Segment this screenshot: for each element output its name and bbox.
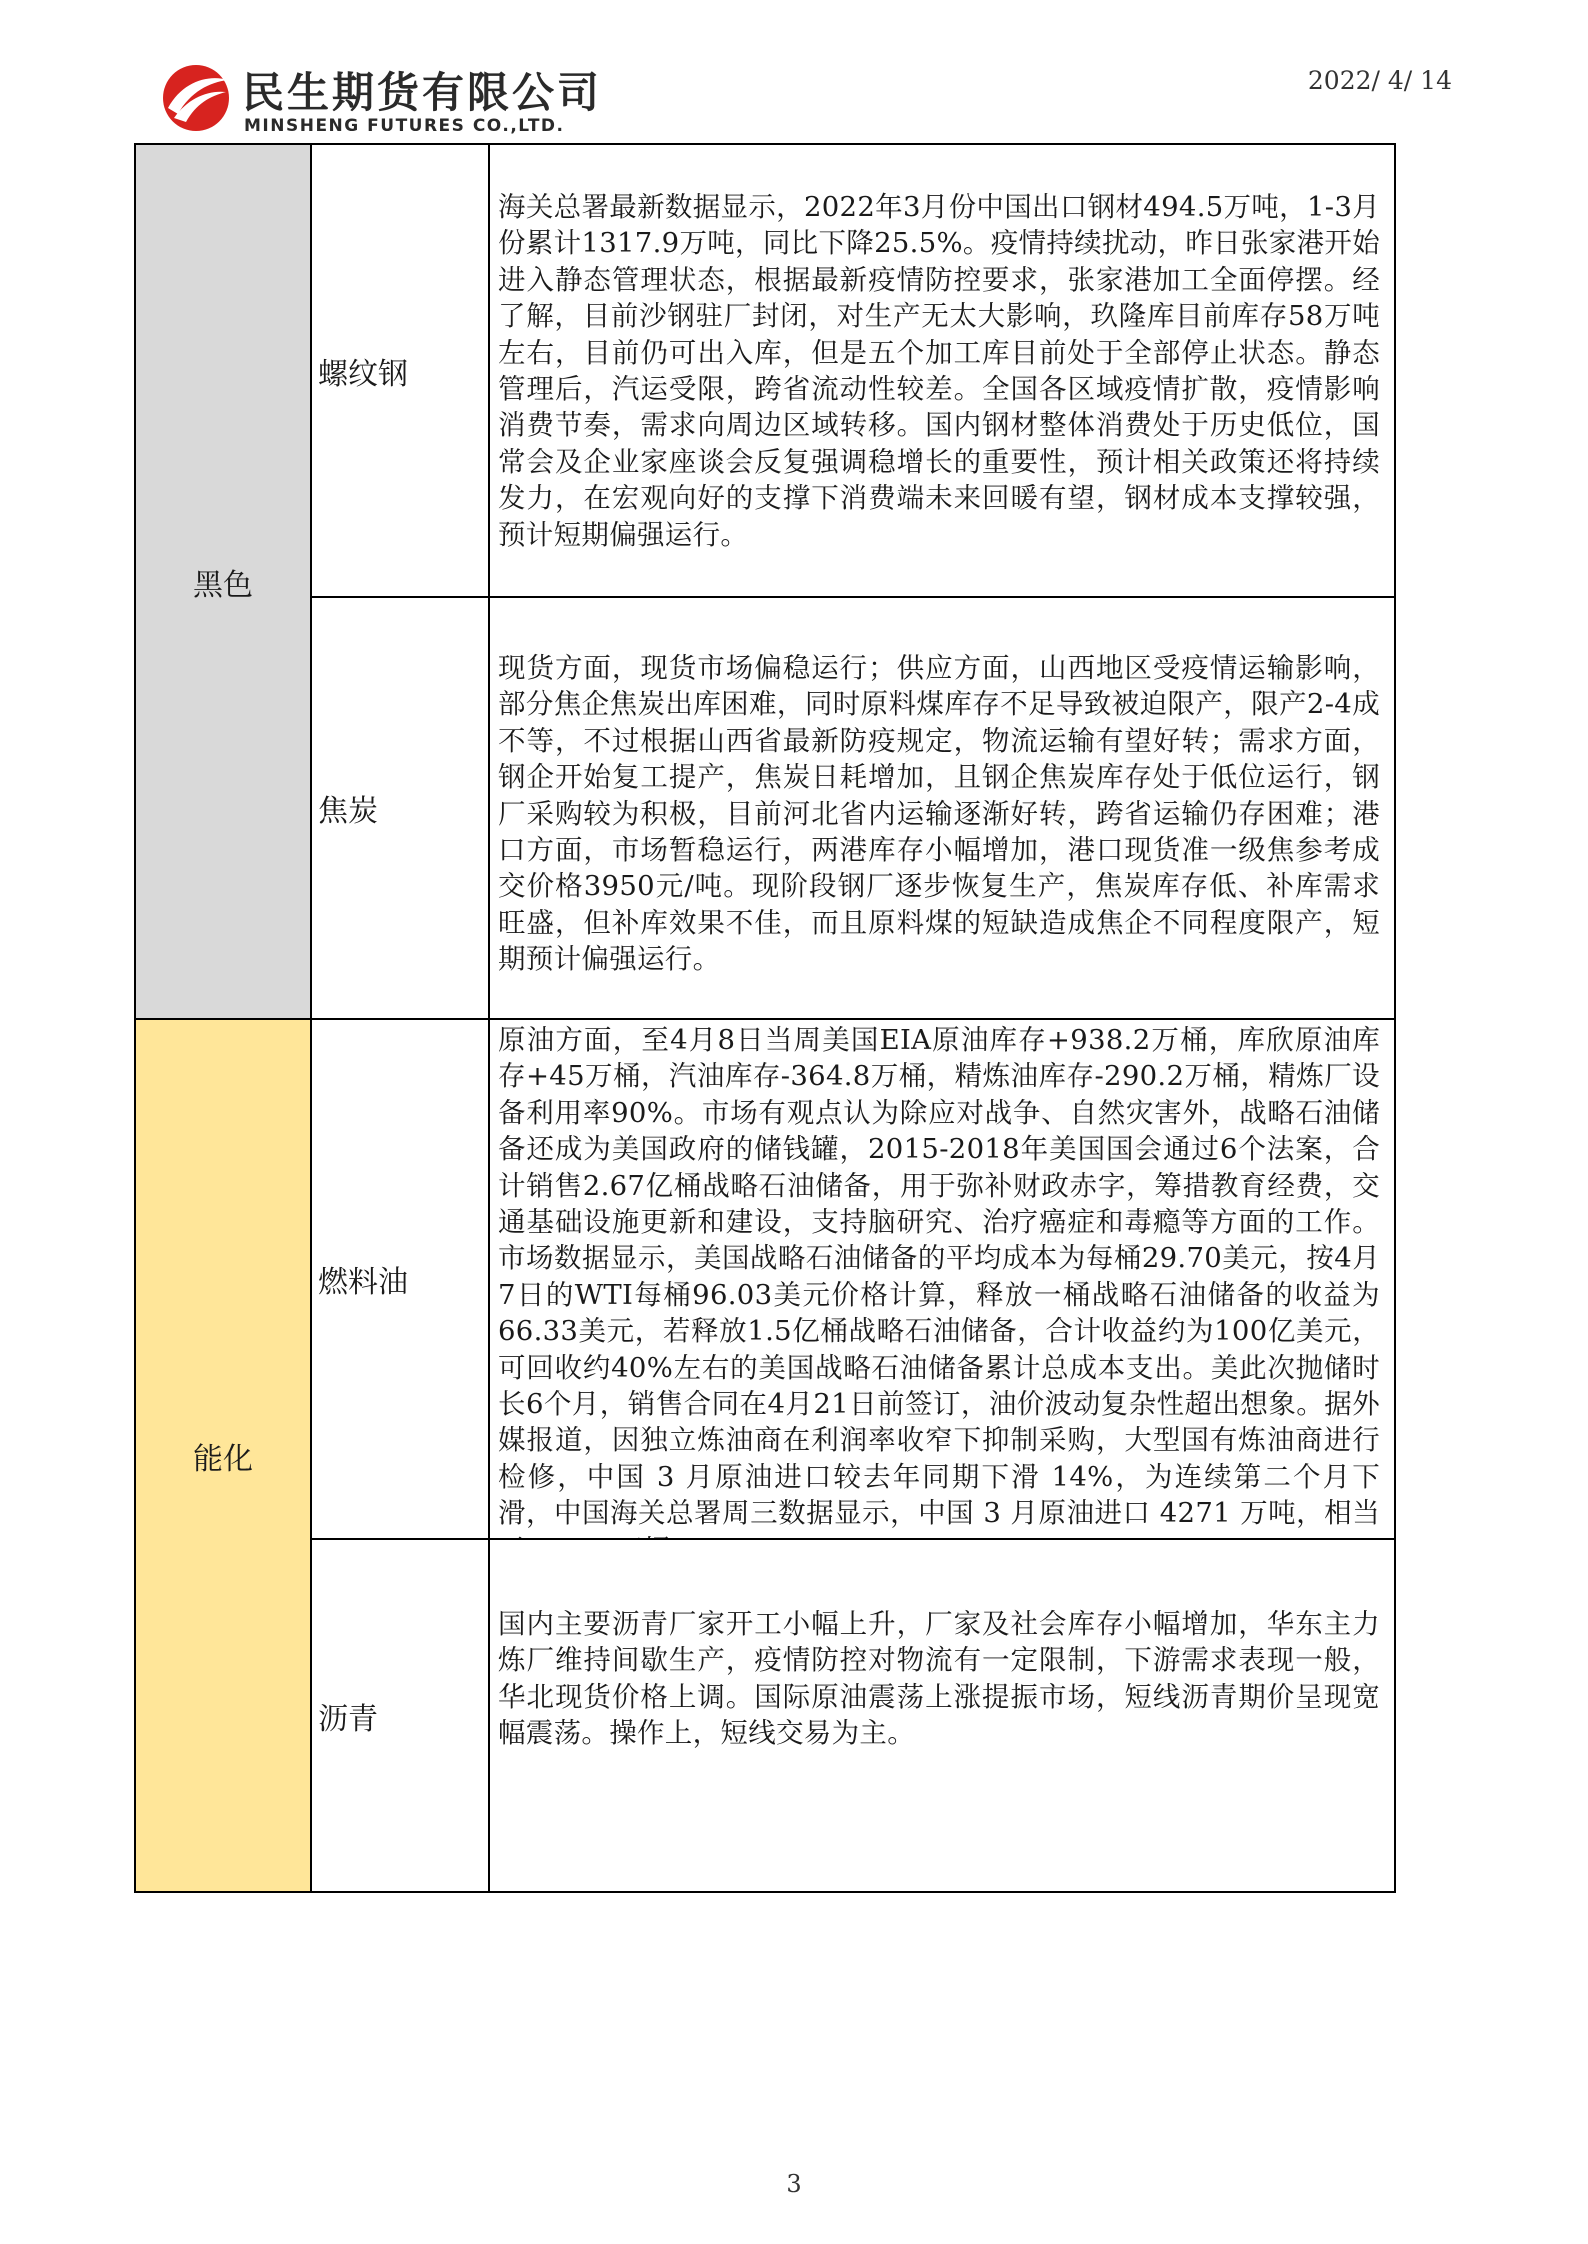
- commodity-commentary-cell: [488, 143, 1396, 598]
- commodity-commentary: 原油方面，至4月8日当周美国EIA原油库存+938.2万桶，库欣原油库存+45万桶，汽油库存-364.8万桶，精炼油库存-290.2万桶，精炼厂设备利用率90%。市场有观点认为除应对战争、自然灾害外，战略石油储备还成为美国政府的储钱罐，2015-2018年美国国会通过6个法案，合计销售2.67亿桶战略石油储备，用于弥补财政赤字，筹措教育经费，交通基础设施更新和建设，支持脑研究、治疗癌症和毒瘾等方面的工作。市场数据显示，美国战略石油储备的平均成本为每桶29.70美元，按4月7日的WTI每桶96.03美元价格计算，释放一桶战略石油储备的收益为66.33美元，若释放1.5亿桶战略石油储备，合计收益约为100亿美元，可回收约40%左右的美国战略石油储备累计总成本支出。美此次抛储时长6个月，销售合同在4月21日前签订，油价波动复杂性超出想象。据外媒报道，因独立炼油商在利润率收窄下抑制采购，大型国有炼油商进行检修，中国 3 月原油进口较去年同期下滑 14%，为连续第二个月下滑，中国海关总署周三数据显示，中国 3 月原油进口 4271 万吨，相当: [498, 1024, 1380, 1530]
- company-name-en: MINSHENG FUTURES CO.,LTD.: [244, 116, 565, 136]
- commodity-name-cell: [310, 143, 490, 598]
- commodity-name: 螺纹钢: [318, 356, 408, 392]
- minsheng-logo-icon: [160, 62, 232, 134]
- commodity-commentary: 现货方面，现货市场偏稳运行；供应方面，山西地区受疫情运输影响，部分焦企焦炭出库困难，同时原料煤库存不足导致被迫限产，限产2-4成不等，不过根据山西省最新防疫规定，物流运输有望好转；需求方面，钢企开始复工提产，焦炭日耗增加，且钢企焦炭库存处于低位运行，钢厂采购较为积极，目前河北省内运输逐渐好转，跨省运输仍存困难；港口方面，市场暂稳运行，两港库存小幅增加，港口现货准一级焦参考成交价格3950元/吨。现阶段钢厂逐步恢复生产，焦炭库存低、补库需求旺盛，但补库效果不佳，而且原料煤的短缺造成焦企不同程度限产，短期预计偏强运行。: [498, 652, 1380, 976]
- category-cell-black: [134, 143, 312, 1020]
- commodity-name-cell: [310, 596, 490, 1020]
- commodity-name-cell: [310, 1538, 490, 1893]
- company-name-cn: 民生期货有限公司: [242, 68, 603, 117]
- category-label: 能化: [193, 1441, 253, 1477]
- page-header: [160, 58, 1460, 148]
- commodity-name-cell: [310, 1018, 490, 1540]
- commodity-table: [134, 143, 1396, 1893]
- category-label: 黑色: [193, 567, 253, 603]
- commodity-commentary: 海关总署最新数据显示，2022年3月份中国出口钢材494.5万吨，1-3月份累计1317.9万吨，同比下降25.5%。疫情持续扰动，昨日张家港开始进入静态管理状态，根据最新疫情防控要求，张家港加工全面停摆。经了解，目前沙钢驻厂封闭，对生产无太大影响，玖隆库目前库存58万吨左右，目前仍可出入库，但是五个加工库目前处于全部停止状态。静态管理后，汽运受限，跨省流动性较差。全国各区域疫情扩散，疫情影响消费节奏，需求向周边区域转移。国内钢材整体消费处于历史低位，国常会及企业家座谈会反复强调稳增长的重要性，预计相关政策还将持续发力，在宏观向好的支撑下消费端未来回暖有望，钢材成本支撑较强，预计短期偏强运行。: [498, 191, 1380, 551]
- commodity-commentary-cell: [488, 1018, 1396, 1540]
- page-number: 3: [786, 2170, 802, 2198]
- commodity-name: 焦炭: [318, 794, 378, 829]
- commodity-commentary-cell: [488, 596, 1396, 1020]
- report-date: 2022/ 4/ 14: [1307, 66, 1452, 95]
- company-logo: [160, 58, 640, 148]
- commodity-name: 沥青: [318, 1701, 378, 1737]
- commodity-name: 燃料油: [318, 1265, 408, 1300]
- commodity-commentary: 国内主要沥青厂家开工小幅上升，厂家及社会库存小幅增加，华东主力炼厂维持间歇生产，疫情防控对物流有一定限制，下游需求表现一般，华北现货价格上调。国际原油震荡上涨提振市场，短线沥青期价呈现宽幅震荡。操作上，短线交易为主。: [498, 1608, 1380, 1750]
- category-cell-energy: [134, 1018, 312, 1893]
- commodity-commentary-cell: [488, 1538, 1396, 1893]
